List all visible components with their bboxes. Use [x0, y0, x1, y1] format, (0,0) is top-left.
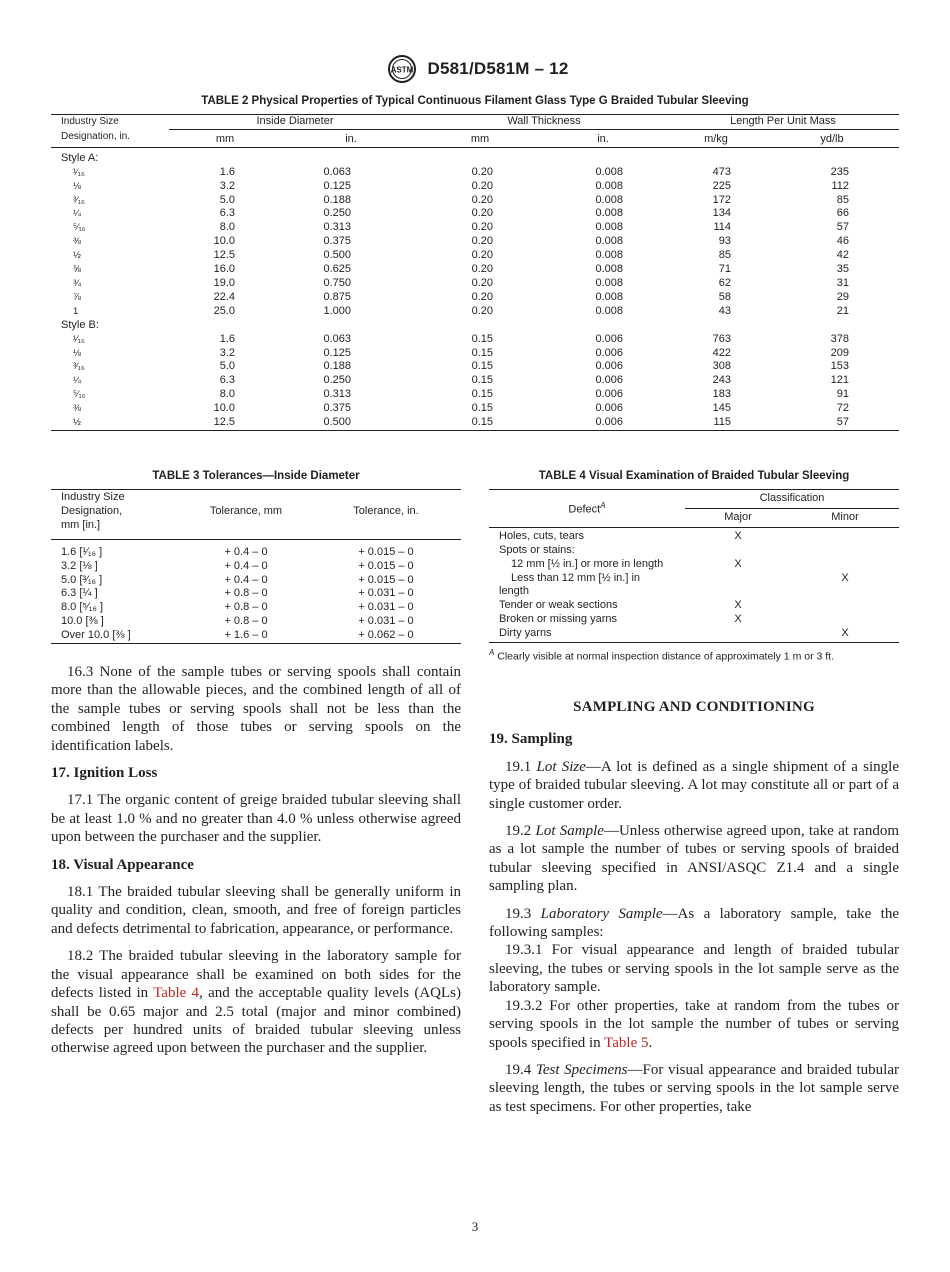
- table3: [51, 489, 461, 644]
- table2-body: [51, 147, 899, 430]
- table3-header-designation: Industry Size Designation, mm [in.]: [51, 490, 181, 540]
- table4: [489, 489, 899, 643]
- table-row: Spots or stains:: [499, 543, 575, 556]
- heading-18: 18. Visual Appearance: [51, 856, 194, 873]
- table3-header-tolerance-in: Tolerance, in.: [311, 490, 461, 540]
- table-row: 5.0 [³⁄₁₆ ] + 0.4 – 0 + 0.015 – 0: [61, 573, 414, 586]
- heading-19: 19. Sampling: [489, 731, 573, 748]
- table-row: Holes, cuts, tears X: [499, 529, 742, 542]
- table-row: ⁵⁄₁₆ 8.0 0.313 0.15 0.006 183 91: [73, 388, 849, 401]
- heading-17: 17. Ignition Loss: [51, 765, 158, 782]
- table2: [51, 114, 899, 431]
- table-row: Less than 12 mm [½ in.] in X: [511, 571, 849, 584]
- table-row: length: [499, 585, 529, 598]
- table-row: ⅜ 10.0 0.375 0.15 0.006 145 72: [73, 402, 849, 415]
- paragraph-16-3: 16.3 None of the sample tubes or serving spools shall contain more than the allowable pieces, and the combined length of all of the sample tubes or serving spools shall not be less than the combined length of those tubes or serving spools on the identification labels.: [51, 664, 461, 754]
- table-row: 1.6 [¹⁄₁₆ ] + 0.4 – 0 + 0.015 – 0: [61, 545, 414, 558]
- table-row: 12 mm [½ in.] or more in length X: [511, 557, 742, 570]
- table-row: ¼ 6.3 0.250 0.20 0.008 134 66: [73, 207, 849, 220]
- table-row: ¹⁄₁₆ 1.6 0.063 0.20 0.008 473 235: [73, 165, 849, 178]
- table2-unit: in.: [539, 129, 667, 147]
- table-row: ⅞ 22.4 0.875 0.20 0.008 58 29: [73, 290, 849, 303]
- paragraph-19-4: 19.4 Test Specimens—For visual appearance and braided tubular sleeving length, the tubes or serving spools in the lot sample serve as test specimens. For other properties, take: [489, 1061, 899, 1115]
- paragraph-18-1: 18.1 The braided tubular sleeving shall be generally uniform in quality and condition, clean, smooth, and free of foreign particles and defects detrimental to fabrication, appearance, or performance.: [51, 884, 461, 937]
- astm-logo-icon: [382, 54, 422, 84]
- table-row: ⅝ 16.0 0.625 0.20 0.008 71 35: [73, 263, 849, 276]
- page-header: [0, 54, 950, 86]
- table-row: ¹⁄₁₆ 1.6 0.063 0.15 0.006 763 378: [73, 332, 849, 345]
- table4-header-minor: Minor: [791, 508, 899, 527]
- document-id: D581/D581M – 12: [427, 59, 569, 78]
- table-row: Dirty yarns X: [489, 627, 899, 642]
- table-row: ½ 12.5 0.500 0.20 0.008 85 42: [73, 249, 849, 262]
- page-number: 3: [471, 1219, 479, 1234]
- table-row: ⅛ 3.2 0.125 0.15 0.006 422 209: [73, 346, 849, 359]
- table4-footnote: $^A$ Clearly visible at normal inspection distance of approximately 1 m or 3 ft.: [489, 648, 834, 663]
- table-row: 1 25.0 1.000 0.20 0.008 43 21: [73, 304, 849, 317]
- table3-header-tolerance-mm: Tolerance, mm: [181, 490, 311, 540]
- table-row: ⅛ 3.2 0.125 0.20 0.008 225 112: [73, 179, 849, 192]
- table-row: 6.3 [¼ ] + 0.8 – 0 + 0.031 – 0: [61, 587, 414, 600]
- table-row: 10.0 [⅜ ] + 0.8 – 0 + 0.031 – 0: [61, 615, 414, 628]
- table-row: 3.2 [⅛ ] + 0.4 – 0 + 0.015 – 0: [61, 559, 414, 572]
- table-row: ³⁄₁₆ 5.0 0.188 0.15 0.006 308 153: [73, 360, 849, 373]
- table2-header-industry-line2: Designation, in.: [51, 129, 169, 147]
- table2-title: TABLE 2 Physical Properties of Typical Continuous Filament Glass Type G Braided Tubular Sleeving: [201, 95, 749, 107]
- left-column: [51, 663, 461, 1067]
- paragraph-17-1: 17.1 The organic content of greige braided tubular sleeving shall be at least 1.0 % and no greater than 4.0 % unless otherwise agreed upon between the purchaser and the supplier.: [51, 792, 461, 846]
- right-column: [489, 698, 899, 1125]
- paragraph-19-3-1: 19.3.1 For visual appearance and length of braided tubular sleeving, the tubes or serving spools in the lot sample serve as the laboratory sample.: [489, 942, 899, 996]
- table4-header-classification: Classification: [685, 490, 899, 509]
- section-heading: SAMPLING AND CONDITIONING: [573, 699, 815, 715]
- paragraph-19-3: 19.3 Laboratory Sample—As a laboratory sample, take the following samples:: [489, 905, 899, 941]
- table-row: ⅜ 10.0 0.375 0.20 0.008 93 46: [73, 235, 849, 248]
- table2-header-wall-thickness: Wall Thickness: [421, 115, 667, 130]
- table2-unit: m/kg: [667, 129, 765, 147]
- table-group-row: Style A:: [61, 151, 99, 164]
- astm-logo-text: ASTM: [390, 65, 413, 75]
- table2-unit: mm: [421, 129, 539, 147]
- table-row: ⁵⁄₁₆ 8.0 0.313 0.20 0.008 114 57: [73, 221, 849, 234]
- table3-body: [51, 539, 461, 643]
- table-row: ¼ 6.3 0.250 0.15 0.006 243 121: [73, 374, 849, 387]
- table-row: Over 10.0 [⅜ ] + 1.6 – 0 + 0.062 – 0: [51, 629, 461, 643]
- paragraph-18-2: 18.2 The braided tubular sleeving in the laboratory sample for the visual appearance shall be examined on both sides for the defects listed in Table 4, and the acceptable quality levels (AQLs) shall be 0.65 major and 2.5 total (major and minor combined) defects per hundred units of braided tubular sleeving unless otherwise agreed upon between the purchaser and the supplier.: [51, 948, 461, 1057]
- table-row: ³⁄₁₆ 5.0 0.188 0.20 0.008 172 85: [73, 193, 849, 206]
- table2-header-length-per-mass: Length Per Unit Mass: [667, 115, 899, 130]
- paragraph-19-2: 19.2 Lot Sample—Unless otherwise agreed upon, take at random as a lot sample the number of tubes or serving spools of braided tubular sleeving specified in ANSI/ASQC Z1.4 and a single sampling plan.: [489, 823, 900, 895]
- table2-unit: mm: [169, 129, 281, 147]
- table-row: ½ 12.5 0.500 0.15 0.006 115 57: [51, 416, 899, 430]
- table4-header-defect: Defect$^A$: [489, 490, 685, 528]
- table-row: 8.0 [⁵⁄₁₆ ] + 0.8 – 0 + 0.031 – 0: [61, 601, 414, 614]
- table-row: Tender or weak sections X: [499, 599, 742, 612]
- table3-title: TABLE 3 Tolerances—Inside Diameter: [152, 470, 360, 482]
- table4-title: TABLE 4 Visual Examination of Braided Tubular Sleeving: [538, 470, 850, 482]
- paragraph-19-1: 19.1 Lot Size—A lot is defined as a single shipment of a single type of braided tubular sleeving. A lot may constitute all or part of a single customer order.: [489, 758, 899, 812]
- table2-unit: yd/lb: [765, 129, 899, 147]
- table-4-link[interactable]: Table 4: [153, 985, 200, 1002]
- paragraph-19-3-2: 19.3.2 For other properties, take at random from the tubes or serving spools in the lot sample the number of tubes or serving spools specified in Table 5.: [489, 997, 899, 1051]
- table4-header-major: Major: [685, 508, 791, 527]
- table-row: ¾ 19.0 0.750 0.20 0.008 62 31: [73, 276, 849, 289]
- table-row: Broken or missing yarns X: [499, 613, 742, 626]
- table2-header-inside-diameter: Inside Diameter: [169, 115, 421, 130]
- table2-header-industry: Industry Size: [51, 115, 169, 130]
- table-group-row: Style B:: [61, 318, 99, 331]
- table2-unit: in.: [281, 129, 421, 147]
- table-5-link[interactable]: Table 5: [604, 1034, 649, 1051]
